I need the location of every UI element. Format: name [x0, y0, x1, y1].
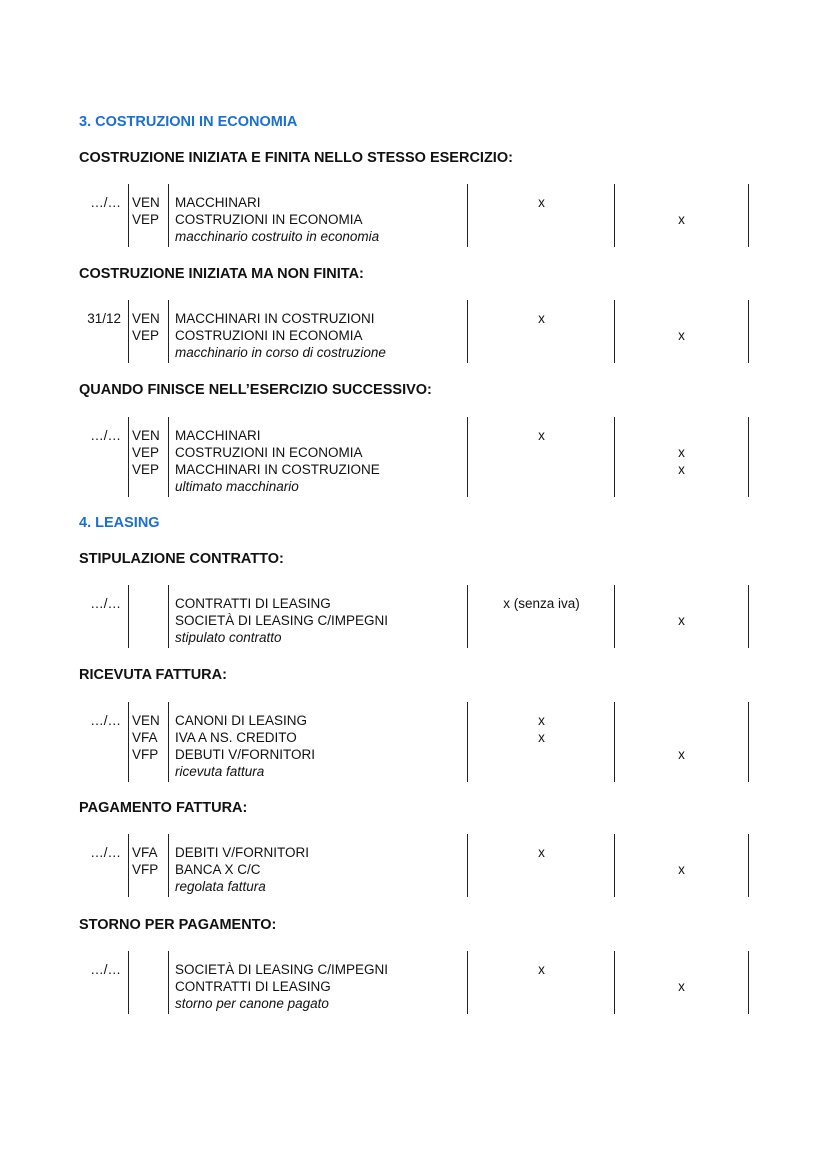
code-column — [132, 844, 168, 878]
debit-column — [468, 712, 615, 763]
credit-column — [615, 427, 748, 478]
debit-column — [468, 961, 615, 995]
credit-mark — [615, 844, 748, 861]
credit-mark: x — [678, 462, 685, 477]
entry-code: VEP — [132, 462, 160, 477]
entry-code: VEN — [132, 311, 160, 326]
column-rule — [748, 702, 749, 782]
account-name: COSTRUZIONI IN ECONOMIA — [175, 212, 363, 227]
entry-date: …/… — [90, 428, 121, 443]
column-rule — [128, 834, 129, 897]
entry-code: VEP — [132, 328, 160, 343]
journal-entry — [79, 184, 751, 247]
entry-date: 31/12 — [87, 311, 121, 326]
entry-heading: PAGAMENTO FATTURA: — [79, 800, 248, 816]
credit-mark: x — [678, 747, 685, 762]
debit-mark — [468, 612, 615, 629]
debit-mark: x — [538, 311, 545, 326]
section-title: 3. COSTRUZIONI IN ECONOMIA — [79, 114, 298, 130]
column-rule — [128, 585, 129, 648]
entry-date: …/… — [90, 713, 121, 728]
column-rule — [748, 300, 749, 363]
entry-description: macchinario costruito in economia — [175, 229, 380, 244]
entry-description: stipulato contratto — [175, 630, 282, 645]
entry-code: VEP — [132, 212, 160, 227]
column-rule — [748, 417, 749, 497]
debit-mark — [468, 327, 615, 344]
column-rule — [748, 585, 749, 648]
credit-mark — [615, 712, 748, 729]
credit-mark: x — [678, 445, 685, 460]
credit-mark — [615, 729, 748, 746]
entry-date: …/… — [90, 962, 121, 977]
code-column — [132, 310, 168, 344]
debit-mark: x (senza iva) — [503, 596, 580, 611]
column-rule — [168, 184, 169, 247]
entry-heading: RICEVUTA FATTURA: — [79, 667, 227, 683]
debit-mark — [468, 461, 615, 478]
entry-description: storno per canone pagato — [175, 996, 329, 1011]
entry-heading: STIPULAZIONE CONTRATTO: — [79, 551, 284, 567]
credit-mark — [615, 427, 748, 444]
debit-mark — [468, 746, 615, 763]
account-column — [175, 844, 465, 895]
code-column — [132, 427, 168, 478]
credit-column — [615, 844, 748, 878]
entry-description: regolata fattura — [175, 879, 266, 894]
entry-code: VEP — [132, 445, 160, 460]
account-name: IVA A NS. CREDITO — [175, 730, 297, 745]
account-column — [175, 595, 465, 646]
credit-mark — [615, 961, 748, 978]
debit-column — [468, 427, 615, 478]
debit-column — [468, 310, 615, 344]
entry-code: VFP — [132, 747, 159, 762]
column-rule — [748, 951, 749, 1014]
credit-mark: x — [678, 212, 685, 227]
column-rule — [128, 702, 129, 782]
column-rule — [168, 951, 169, 1014]
code-column — [132, 194, 168, 228]
entry-code — [132, 978, 168, 995]
column-rule — [128, 417, 129, 497]
entry-code — [132, 612, 168, 629]
column-rule — [168, 585, 169, 648]
account-name: COSTRUZIONI IN ECONOMIA — [175, 445, 363, 460]
column-rule — [128, 951, 129, 1014]
credit-mark: x — [678, 862, 685, 877]
debit-column — [468, 844, 615, 878]
column-rule — [748, 834, 749, 897]
account-name: SOCIETÀ DI LEASING C/IMPEGNI — [175, 962, 389, 977]
debit-mark: x — [538, 428, 545, 443]
credit-column — [615, 712, 748, 763]
entry-code: VEN — [132, 713, 160, 728]
code-column — [132, 961, 168, 995]
credit-mark — [615, 194, 748, 211]
entry-heading: STORNO PER PAGAMENTO: — [79, 917, 277, 933]
debit-mark: x — [538, 730, 545, 745]
credit-column — [615, 194, 748, 228]
entry-heading: COSTRUZIONE INIZIATA E FINITA NELLO STESSO ESERCIZIO: — [79, 150, 513, 166]
entry-code: VEN — [132, 195, 160, 210]
account-name: CONTRATTI DI LEASING — [175, 596, 331, 611]
journal-entry — [79, 834, 751, 897]
column-rule — [168, 417, 169, 497]
entry-heading: COSTRUZIONE INIZIATA MA NON FINITA: — [79, 266, 364, 282]
journal-entry — [79, 585, 751, 648]
column-rule — [128, 184, 129, 247]
debit-mark — [468, 444, 615, 461]
debit-mark — [468, 978, 615, 995]
account-name: CANONI DI LEASING — [175, 713, 308, 728]
entry-code: VEN — [132, 428, 160, 443]
debit-mark: x — [538, 195, 545, 210]
entry-date: …/… — [90, 845, 121, 860]
credit-mark — [615, 595, 748, 612]
account-name: MACCHINARI — [175, 428, 261, 443]
debit-mark: x — [538, 713, 545, 728]
entry-description: macchinario in corso di costruzione — [175, 345, 386, 360]
credit-mark: x — [678, 613, 685, 628]
column-rule — [748, 184, 749, 247]
code-column — [132, 712, 168, 763]
debit-mark: x — [538, 845, 545, 860]
credit-column — [615, 310, 748, 344]
account-name: MACCHINARI IN COSTRUZIONI — [175, 311, 375, 326]
account-name: DEBITI V/FORNITORI — [175, 845, 310, 860]
entry-code — [132, 595, 168, 612]
credit-mark — [615, 310, 748, 327]
entry-code: VFA — [132, 845, 158, 860]
account-name: MACCHINARI IN COSTRUZIONE — [175, 462, 380, 477]
account-name: DEBUTI V/FORNITORI — [175, 747, 316, 762]
entry-description: ultimato macchinario — [175, 479, 299, 494]
debit-column — [468, 194, 615, 228]
account-name: MACCHINARI — [175, 195, 261, 210]
entry-date: …/… — [90, 195, 121, 210]
debit-column — [468, 595, 615, 629]
column-rule — [168, 300, 169, 363]
credit-column — [615, 595, 748, 629]
journal-entry — [79, 951, 751, 1014]
entry-description: ricevuta fattura — [175, 764, 265, 779]
entry-code: VFP — [132, 862, 159, 877]
column-rule — [168, 702, 169, 782]
account-column — [175, 961, 465, 1012]
entry-date: …/… — [90, 596, 121, 611]
debit-mark: x — [538, 962, 545, 977]
journal-entry — [79, 417, 751, 497]
entry-code: VFA — [132, 730, 158, 745]
account-name: SOCIETÀ DI LEASING C/IMPEGNI — [175, 613, 389, 628]
account-name: CONTRATTI DI LEASING — [175, 979, 331, 994]
account-name: COSTRUZIONI IN ECONOMIA — [175, 328, 363, 343]
account-column — [175, 194, 465, 245]
credit-column — [615, 961, 748, 995]
debit-mark — [468, 211, 615, 228]
column-rule — [168, 834, 169, 897]
journal-entry — [79, 300, 751, 363]
entry-code — [132, 961, 168, 978]
credit-mark: x — [678, 328, 685, 343]
account-column — [175, 427, 465, 495]
account-name: BANCA X C/C — [175, 862, 261, 877]
code-column — [132, 595, 168, 629]
account-column — [175, 712, 465, 780]
credit-mark: x — [678, 979, 685, 994]
section-title: 4. LEASING — [79, 515, 160, 531]
account-column — [175, 310, 465, 361]
column-rule — [128, 300, 129, 363]
journal-entry — [79, 702, 751, 782]
entry-heading: QUANDO FINISCE NELL’ESERCIZIO SUCCESSIVO: — [79, 382, 432, 398]
debit-mark — [468, 861, 615, 878]
